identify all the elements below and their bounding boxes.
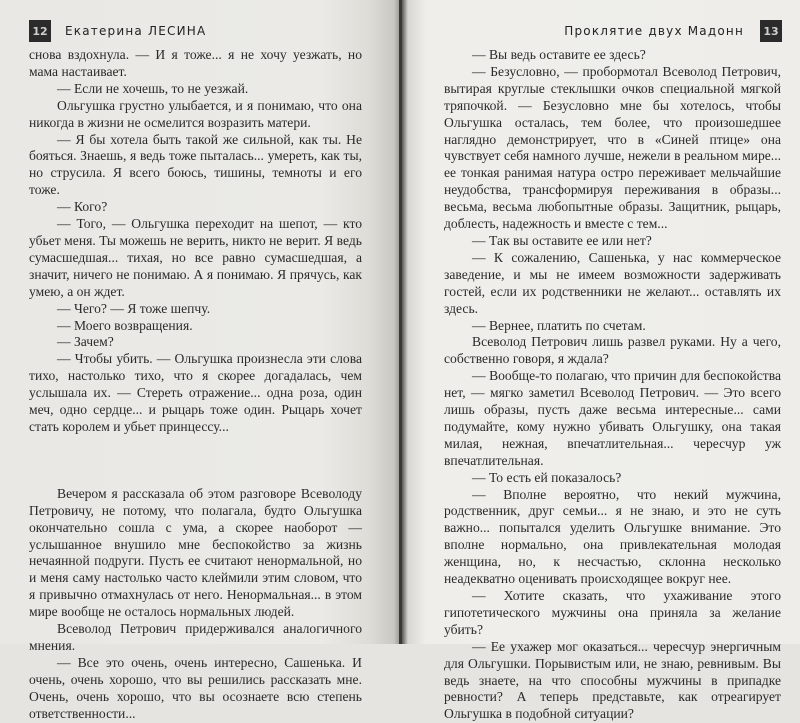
paragraph: — То есть ей показалось? — [472, 469, 622, 485]
page-number-badge: 12 — [29, 20, 51, 42]
paragraph: — Безусловно, — пробормотал Всеволод Петрович, вытирая круглые стеклышки очков специальной мягкой тряпочкой. — Безусловно мне бы хотелось, чтобы Ольгушка осталась, тем более, что произошедшее наглядно демонстрирует, что в «Синей птице» она чувствует себя намного лучше, нежели в реальном мире... ее тонкая ранимая натура остро переживает мельчайшие неудобства, трансформируя переживания в образы... весьма, весьма любопытные образы. Защитник, рыцарь, доблесть, надежность и вместе с тем... — [444, 63, 781, 232]
author-name: Екатерина ЛЕСИНА — [65, 24, 207, 38]
paragraph: — Все это очень, очень интересно, Сашенька. И очень, очень хорошо, что вы решились рассказать мне. Очень, очень хорошо, что вы осознаете всю степень ответственности... — [29, 654, 362, 721]
paragraph: — К сожалению, Сашенька, у нас коммерческое заведение, и мы не имеем возможности задерживать гостей, если их родственники не желают... оставлять их здесь. — [444, 249, 781, 316]
right-page-body — [444, 47, 781, 723]
paragraph: — Чтобы убить. — Ольгушка произнесла эти слова тихо, настолько тихо, что я скорее догадалась, чем услышала их. — Стереть отражение... одна роза, один меч, одно сердце... и рыцарь тоже один. Рыцарь хочет стать королем и убьет принцессу... — [29, 351, 362, 434]
page-number-badge: 13 — [760, 20, 782, 42]
paragraph: снова вздохнула. — И я тоже... я не хочу уезжать, но мама настаивает. — [29, 47, 362, 79]
paragraph: — Вообще-то полагаю, что причин для беспокойства нет, — мягко заметил Всеволод Петрович. — Это всего лишь образы, пусть даже весьма интересные... сами подумайте, кому нужно убивать Ольгушку, она такая милая, нежная, впечатлительная... чересчур уж впечатлительная. — [444, 368, 781, 468]
left-running-header — [29, 20, 206, 42]
paragraph: — Чего? — Я тоже шепчу. — [57, 300, 211, 316]
left-page-body — [29, 47, 362, 723]
paragraph: Ольгушка грустно улыбается, и я понимаю, что она никогда в жизни не осмелится возразить матери. — [29, 97, 362, 130]
paragraph: — Кого? — [57, 199, 108, 215]
paragraph: — Вы ведь оставите ее здесь? — [472, 47, 646, 62]
paragraph: — Ее ухажер мог оказаться... чересчур энергичным для Ольгушки. Порывистым или, не знаю, ревнивым. Вы ведь знаете, на что способны мужчины в припадке ревности? А теперь представьте, как отреагирует Ольгушка в подобной ситуации? — [444, 638, 781, 722]
paragraph: — Того, — Ольгушка переходит на шепот, — кто убьет меня. Ты можешь не верить, никто не верит. Я ведь сумасшедшая... тихая, но все равно сумасшедшая, а значит, ничего не понимаю. А я понимаю. Я прячусь, как умею, а он ждет. — [29, 216, 362, 299]
paragraph: — Зачем? — [57, 334, 114, 350]
right-running-header — [564, 20, 782, 42]
right-page — [402, 0, 800, 722]
paragraph: — Так вы оставите ее или нет? — [472, 232, 652, 248]
paragraph: Всеволод Петрович придерживался аналогичного мнения. — [29, 621, 362, 653]
paragraph: — Вполне вероятно, что некий мужчина, родственник, друг семьи... я не знаю, и это не суть важно... попытался уделить Ольгушке внимание. Это вполне нормально, она привлекательная молодая женщина, но, к несчастью, склонна несколько неадекватно оценивать происходящее вокруг нее. — [444, 486, 781, 587]
paragraph: — Моего возвращения. — [57, 317, 193, 333]
paragraph: — Если не хочешь, то не уезжай. — [57, 80, 249, 96]
paragraph: — Вернее, платить по счетам. — [472, 317, 646, 333]
paragraph: — Я бы хотела быть такой же сильной, как ты. Не бояться. Знаешь, я ведь тоже пыталась... умереть, как ты, но струсила. Я всего боюсь, тишины, темноты и его тоже. — [29, 131, 362, 198]
paragraph: Вечером я рассказала об этом разговоре Всеволоду Петровичу, не потому, что полагала, будто Ольгушка окончательно сошла с ума, а скорее наоборот — услышанное внушило мне беспокойство за жизнь нечаянной подруги. Пусть ее считают ненормальной, но и меня саму настолько часто клеймили этим словом, что я привычно отмахнулась от него. Ненормальная... в этом мире вообще не осталось нормальных людей. — [29, 485, 362, 620]
paragraph: Всеволод Петрович лишь развел руками. Ну а чего, собственно говоря, я ждала? — [444, 334, 781, 367]
paragraph: — Хотите сказать, что ухаживание этого гипотетического мужчины она приняла за желание убить? — [444, 588, 781, 637]
book-title: Проклятие двух Мадонн — [564, 24, 744, 38]
book-spine — [399, 0, 402, 644]
